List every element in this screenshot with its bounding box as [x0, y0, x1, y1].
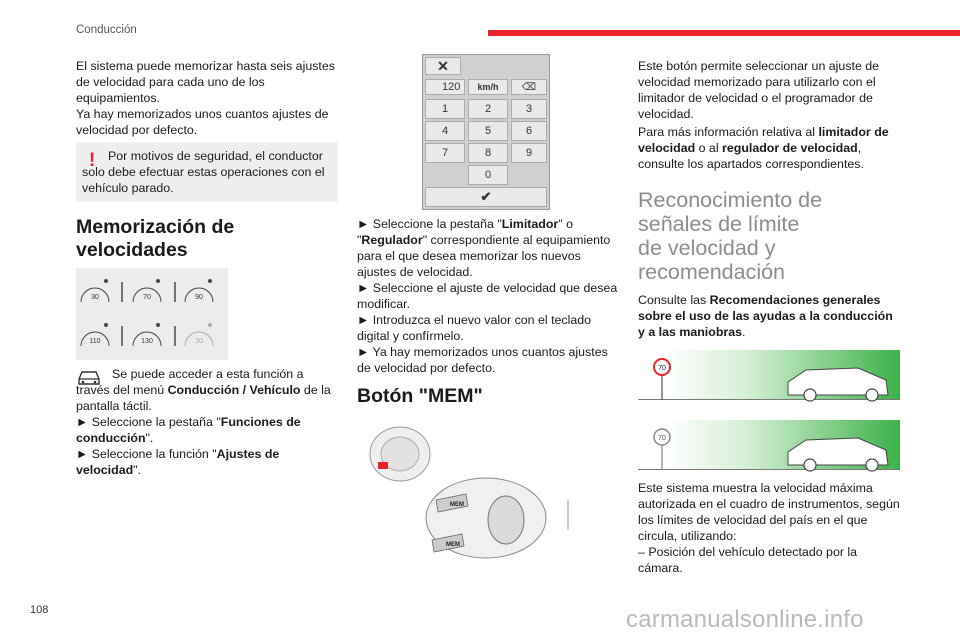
- col2-step-1: [357, 216, 619, 280]
- confirm-check-icon: ✔: [425, 187, 547, 207]
- heading-line-1: Memorización de: [76, 216, 235, 238]
- heading-line: recomendación: [638, 260, 786, 284]
- speed-sign-value-1: 70: [658, 365, 666, 372]
- key-7: 7: [425, 143, 465, 163]
- menu-note-text: Se puede acceder a esta función a través del menú: [76, 367, 304, 397]
- speed-sign-car-graphic-1: [638, 350, 900, 402]
- step-bold: Ajustes de velocidad: [76, 447, 280, 477]
- gauge-label-2: 70: [143, 294, 151, 301]
- menu-access-note: [76, 366, 338, 414]
- col1-step-2: [76, 446, 338, 478]
- key-1: 1: [425, 99, 465, 119]
- p-tail: .: [742, 325, 746, 339]
- heading-line: de velocidad y: [638, 236, 776, 260]
- gauge-label-5: 130: [141, 338, 153, 345]
- key-8: 8: [468, 143, 508, 163]
- speed-presets-panel: [76, 268, 228, 360]
- key-0: 0: [468, 165, 508, 185]
- section-heading-mem-button: Botón "MEM": [357, 385, 483, 407]
- keypad-display: 120: [425, 79, 465, 95]
- step-text-mid: " o ": [357, 217, 573, 247]
- menu-note-bold: Conducción / Vehículo: [167, 383, 301, 397]
- step-tail: ".: [133, 463, 141, 477]
- key-6: 6: [511, 121, 547, 141]
- step-text: ► Seleccione la pestaña ": [357, 217, 502, 231]
- heading-line: señales de límite: [638, 212, 800, 236]
- col3-paragraph-3: Este sistema muestra la velocidad máxima autorizada en el cuadro de instrumentos, según los límites de velocidad del país en el que circula, utilizando:: [638, 481, 900, 543]
- p-bold-regulator: regulador de velocidad: [722, 141, 858, 155]
- intro-paragraph-2: Ya hay memorizados unos cuantos ajustes de velocidad por defecto.: [76, 107, 329, 137]
- step-text: ► Seleccione la función ": [76, 447, 217, 461]
- key-4: 4: [425, 121, 465, 141]
- key-9: 9: [511, 143, 547, 163]
- heading-line-2: velocidades: [76, 239, 188, 261]
- col3-paragraph-2: [638, 124, 900, 172]
- close-icon: ✕: [425, 57, 461, 75]
- speed-presets-graphic: [76, 268, 228, 360]
- p-tail: , consulte los apartados correspondientes.: [638, 141, 864, 171]
- watermark: carmanualsonline.info: [626, 606, 864, 633]
- menu-note-tail: de la pantalla táctil.: [76, 383, 331, 413]
- step-tail: ".: [145, 431, 154, 445]
- gauge-label-6: 30: [195, 338, 203, 345]
- svg-text:MEM: MEM: [450, 502, 464, 508]
- consult-recommendations: [638, 292, 900, 340]
- col2-step-2: ► Seleccione el ajuste de velocidad que desea modificar.: [357, 281, 618, 311]
- step-bold: Funciones de conducción: [76, 415, 301, 445]
- gauge-label-3: 90: [195, 294, 203, 301]
- gauge-label-4: 110: [89, 338, 101, 345]
- col2-step-3: ► Introduzca el nuevo valor con el teclado digital y confírmelo.: [357, 313, 592, 343]
- p-text-mid: o al: [695, 141, 723, 155]
- col2-step-4: ► Ya hay memorizados unos cuantos ajustes de velocidad por defecto.: [357, 345, 608, 375]
- p-text: Para más información relativa al: [638, 125, 819, 139]
- key-3: 3: [511, 99, 547, 119]
- unit-label: km/h: [468, 79, 508, 95]
- backspace-icon: ⌫: [511, 79, 547, 95]
- speed-sign-value-2: 70: [658, 435, 666, 442]
- step-text: ► Seleccione la pestaña ": [76, 415, 221, 429]
- col1-step-1: [76, 414, 338, 446]
- col3-paragraph-4: – Posición del vehículo detectado por la cámara.: [638, 545, 858, 575]
- header-accent-bar: [488, 30, 960, 36]
- page-number: 108: [30, 604, 49, 616]
- step-bold-limiter: Limitador: [501, 217, 559, 231]
- heading-line: Reconocimiento de: [638, 188, 823, 212]
- section-heading-sign-recognition: [638, 188, 900, 284]
- intro-paragraph-1: El sistema puede memorizar hasta seis ajustes de velocidad para cada uno de los equipamientos.: [76, 59, 335, 105]
- warning-text: Por motivos de seguridad, el conductor solo debe efectuar estas operaciones con el vehículo parado.: [82, 149, 325, 195]
- warning-icon: !: [89, 150, 96, 171]
- speed-sign-car-graphic-2: [638, 420, 900, 472]
- section-title: Conducción: [76, 24, 137, 36]
- col3-paragraph-1: Este botón permite seleccionar un ajuste de velocidad memorizado para utilizarlo con el limitador de velocidad o el programador de velocidad.: [638, 59, 880, 121]
- svg-text:MEM: MEM: [446, 542, 460, 548]
- key-5: 5: [468, 121, 508, 141]
- key-2: 2: [468, 99, 508, 119]
- step-bold-regulator: Regulador: [361, 233, 423, 247]
- keypad-illustration: [422, 54, 550, 210]
- p-bold-limiter: limitador de velocidad: [638, 125, 889, 155]
- step-tail: " correspondiente al equipamiento para el que desea memorizar los nuevos ajustes de velocidad.: [357, 233, 611, 279]
- steering-wheel-mem-illustration: [366, 420, 576, 570]
- section-heading-memorization: [76, 216, 336, 262]
- gauge-label-1: 30: [91, 294, 99, 301]
- p-bold: Recomendaciones generales sobre el uso de las ayudas a la conducción y a las maniobras: [638, 293, 893, 339]
- p-text: Consulte las: [638, 293, 710, 307]
